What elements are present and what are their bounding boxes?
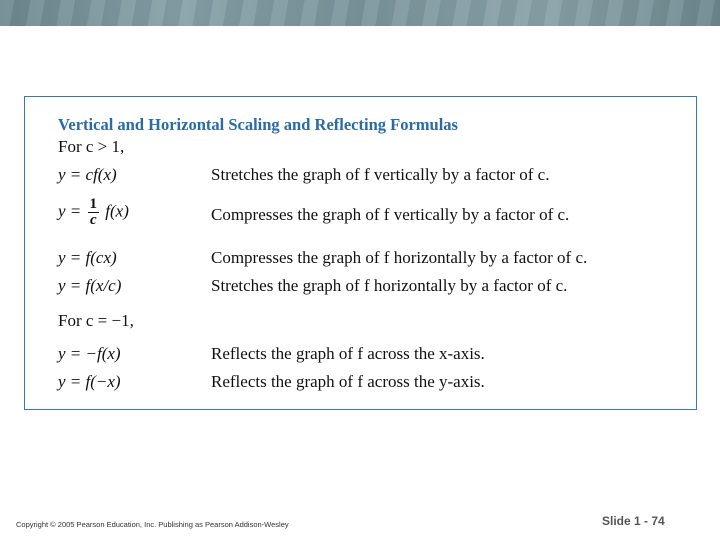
formula-description: Compresses the graph of f horizontally by a factor of c. — [211, 248, 588, 267]
formula-equation: y = cf(x) — [58, 165, 117, 184]
formula-equation: y = −f(x) — [58, 344, 121, 363]
formula-description: Stretches the graph of f horizontally by a factor of c. — [211, 276, 568, 295]
copyright-footer: Copyright © 2005 Pearson Education, Inc. Publishing as Pearson Addison-Wesley — [16, 520, 289, 529]
condition-c-equals-neg1: For c = −1, — [58, 311, 134, 330]
fraction-one-over-c — [88, 197, 100, 228]
condition-c-greater-1: For c > 1, — [58, 137, 125, 156]
formula-description: Stretches the graph of f vertically by a factor of c. — [211, 165, 550, 184]
box-title: Vertical and Horizontal Scaling and Reflecting Formulas — [58, 115, 458, 134]
formula-equation: y = f(−x) — [58, 372, 121, 391]
formula-equation — [58, 197, 129, 228]
formula-description: Reflects the graph of f across the x-axis. — [211, 344, 485, 363]
formula-description: Reflects the graph of f across the y-axis. — [211, 372, 485, 391]
slide-number: Slide 1 - 74 — [602, 514, 665, 528]
fraction-numerator: 1 — [89, 196, 98, 212]
formula-equation: y = f(cx) — [58, 248, 117, 267]
eq-prefix: y = — [58, 201, 82, 221]
fraction-denominator: c — [89, 212, 97, 228]
formulas-box — [24, 96, 697, 410]
formula-equation: y = f(x/c) — [58, 276, 122, 295]
eq-suffix: f(x) — [105, 201, 129, 221]
formula-description: Compresses the graph of f vertically by a factor of c. — [211, 205, 570, 224]
top-banner — [0, 0, 720, 26]
